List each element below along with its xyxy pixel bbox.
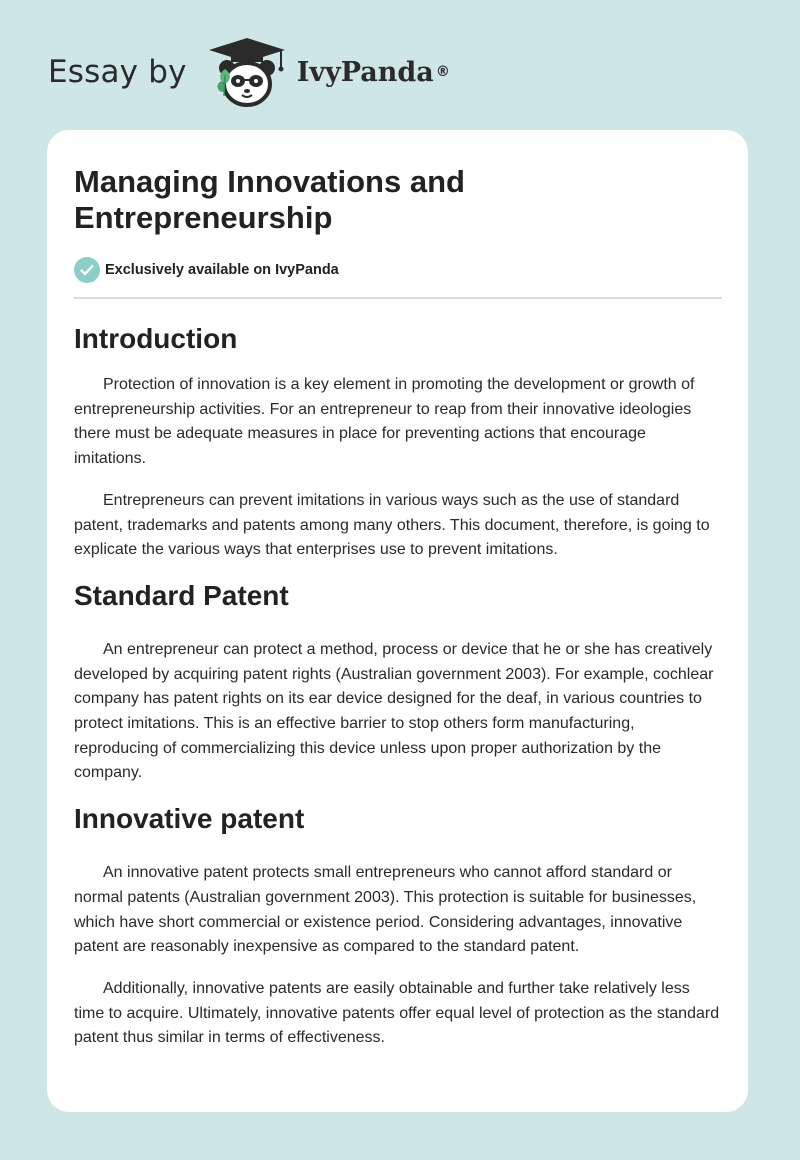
page-title: Managing Innovations and Entrepreneurship <box>74 164 465 235</box>
ivy-leaf-icon <box>215 67 235 97</box>
badge-label: Exclusively available on IvyPanda <box>105 262 339 278</box>
divider <box>74 297 722 299</box>
essay-by-label: Essay by <box>48 54 187 90</box>
paragraph: An entrepreneur can protect a method, process or device that he or she has creatively developed by acquiring patent rights (Australian government 2003). For example, cochlear company has patent rights on its ear device designed for the deaf, in various countries to protect imitations. This is an effective barrier to stop others form manufacturing, reproducing of commercializing this device unless upon proper authorization by the company. <box>74 640 714 782</box>
logo[interactable] <box>201 34 450 110</box>
paragraph: Entrepreneurs can prevent imitations in various ways such as the use of standard patent, trademarks and patents among many others. This document, therefore, is going to explicate the various ways that enterprises use to prevent imitations. <box>74 491 710 559</box>
section-heading-standard-patent: Standard Patent <box>74 579 289 611</box>
registered-mark: ® <box>435 64 450 80</box>
brand-name: IvyPanda <box>296 56 434 88</box>
check-icon <box>74 257 100 283</box>
paragraph: Protection of innovation is a key element in promoting the development or growth of entrepreneurship activities. For an entrepreneur to reap from their innovative ideologies there must be adequate measures in place for preventing actions that encourage imitations. <box>74 376 695 468</box>
paragraph: An innovative patent protects small entrepreneurs who cannot afford standard or normal patents (Australian government 2003). This protection is suitable for businesses, which have short commercial or existence period. Considering advantages, innovative patent are reasonably inexpensive as compared to the standard patent. <box>74 864 697 956</box>
site-header <box>48 34 450 110</box>
paragraph: Additionally, innovative patents are easily obtainable and further take relatively less time to acquire. Ultimately, innovative patents offer equal level of protection as the standard patent thus similar in terms of effectiveness. <box>74 979 720 1047</box>
section-heading-innovative-patent: Innovative patent <box>74 803 305 835</box>
essay-card <box>47 130 748 1112</box>
section-heading-introduction: Introduction <box>74 323 238 354</box>
exclusive-badge <box>74 257 722 283</box>
